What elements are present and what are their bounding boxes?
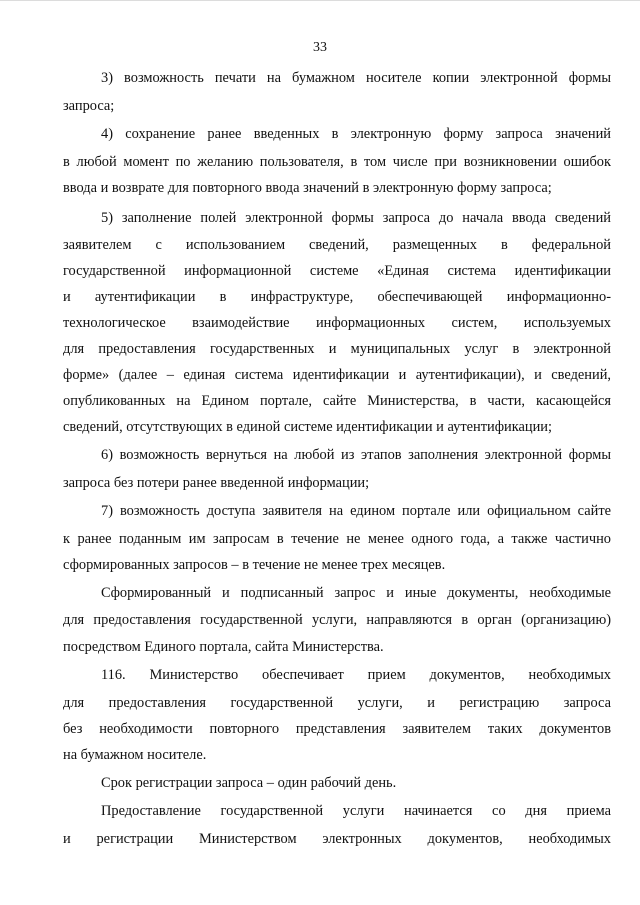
paragraph-3-line-5: технологическое взаимодействие информационных систем, используемых xyxy=(63,315,611,331)
paragraph-7-line-2: для предоставления государственной услуги, и регистрацию запроса xyxy=(63,695,611,711)
paragraph-3-line-9: сведений, отсутствующих в единой системе идентификации и аутентификации; xyxy=(63,419,552,435)
paragraph-1-line-2: запроса; xyxy=(63,98,115,114)
paragraph-3-line-6: для предоставления государственных и муниципальных услуг в электронной xyxy=(63,341,611,357)
paragraph-2-line-3: ввода и возврате для повторного ввода значений в электронную форму запроса; xyxy=(63,180,552,196)
paragraph-2-line-1: 4) сохранение ранее введенных в электронную форму запроса значений xyxy=(101,126,611,142)
paragraph-5-line-2: к ранее поданным им запросам в течение не менее одного года, а также частично xyxy=(63,531,611,547)
scan-edge xyxy=(0,0,640,1)
paragraph-2-line-2: в любой момент по желанию пользователя, в том числе при возникновении ошибок xyxy=(63,154,611,170)
paragraph-9-line-2: и регистрации Министерством электронных документов, необходимых xyxy=(63,831,611,847)
paragraph-7-line-3: без необходимости повторного представления заявителем таких документов xyxy=(63,721,611,737)
paragraph-7-line-1: 116. Министерство обеспечивает прием документов, необходимых xyxy=(101,667,611,683)
paragraph-3-line-3: государственной информационной системе «Единая система идентификации xyxy=(63,263,611,279)
paragraph-5-line-1: 7) возможность доступа заявителя на едином портале или официальном сайте xyxy=(101,503,611,519)
paragraph-9-line-1: Предоставление государственной услуги начинается со дня приема xyxy=(101,803,611,819)
paragraph-4-line-1: 6) возможность вернуться на любой из этапов заполнения электронной формы xyxy=(101,447,611,463)
paragraph-3-line-8: опубликованных на Едином портале, сайте Министерства, в части, касающейся xyxy=(63,393,611,409)
paragraph-6-line-3: посредством Единого портала, сайта Министерства. xyxy=(63,639,384,655)
paragraph-3-line-2: заявителем с использованием сведений, размещенных в федеральной xyxy=(63,237,611,253)
page-number: 33 xyxy=(313,40,327,55)
paragraph-6-line-1: Сформированный и подписанный запрос и иные документы, необходимые xyxy=(101,585,611,601)
paragraph-3-line-7: форме» (далее – единая система идентификации и аутентификации), и сведений, xyxy=(63,367,611,383)
paragraph-1-line-1: 3) возможность печати на бумажном носителе копии электронной формы xyxy=(101,70,611,86)
paragraph-6-line-2: для предоставления государственной услуги, направляются в орган (организацию) xyxy=(63,612,611,628)
paragraph-3-line-4: и аутентификации в инфраструктуре, обеспечивающей информационно- xyxy=(63,289,611,305)
paragraph-4-line-2: запроса без потери ранее введенной информации; xyxy=(63,475,370,491)
paragraph-8-line-1: Срок регистрации запроса – один рабочий день. xyxy=(101,775,397,791)
paragraph-5-line-3: сформированных запросов – в течение не менее трех месяцев. xyxy=(63,557,446,573)
paragraph-7-line-4: на бумажном носителе. xyxy=(63,747,207,763)
paragraph-3-line-1: 5) заполнение полей электронной формы запроса до начала ввода сведений xyxy=(101,210,611,226)
